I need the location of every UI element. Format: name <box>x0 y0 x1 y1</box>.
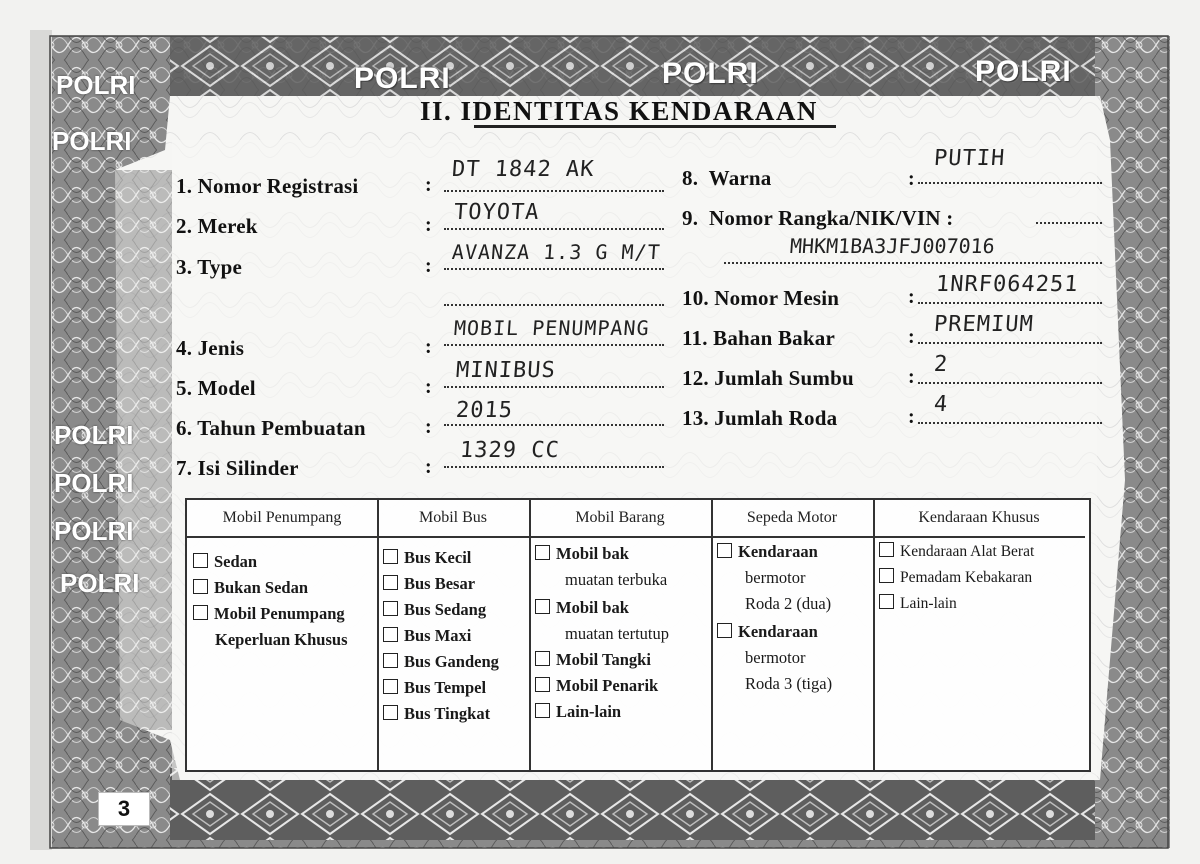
checkbox-icon[interactable] <box>383 679 398 694</box>
colon: : <box>908 168 915 190</box>
dotted-line <box>444 190 664 192</box>
option-checkbox[interactable]: Mobil Tangki <box>535 650 651 670</box>
option-continuation: muatan tertutup <box>565 624 670 643</box>
option-continuation: Roda 3 (tiga) <box>745 674 833 693</box>
label-nomor-registrasi: 1. Nomor Registrasi <box>176 174 359 198</box>
dotted-line <box>918 182 1102 184</box>
watermark-top-3: POLRI <box>975 55 1072 88</box>
label-nomor-rangka: 9. Nomor Rangka/NIK/VIN : <box>682 206 954 230</box>
watermark-side-3: POLRI <box>54 420 134 450</box>
option-checkbox[interactable]: Pemadam Kebakaran <box>879 568 1032 587</box>
value-nomor-mesin: 1NRF064251 <box>935 272 1080 297</box>
checkbox-icon[interactable] <box>193 579 208 594</box>
option-checkbox[interactable]: Bus Kecil <box>383 548 471 568</box>
checkbox-icon[interactable] <box>193 605 208 620</box>
category-column-mobil-barang <box>529 500 713 770</box>
checkbox-icon[interactable] <box>383 627 398 642</box>
checkbox-icon[interactable] <box>383 705 398 720</box>
option-continuation: Roda 2 (dua) <box>745 594 832 613</box>
category-header: Sepeda Motor <box>711 500 873 538</box>
colon: : <box>425 416 432 438</box>
option-checkbox[interactable]: Mobil bak <box>535 544 629 564</box>
category-header: Kendaraan Khusus <box>873 500 1085 538</box>
value-nomor-registrasi: DT 1842 AK <box>451 157 596 182</box>
checkbox-icon[interactable] <box>879 568 894 583</box>
value-warna: PUTIH <box>933 146 1007 171</box>
colon: : <box>425 174 432 196</box>
option-checkbox[interactable]: Bus Besar <box>383 574 475 594</box>
value-bahan-bakar: PREMIUM <box>933 312 1035 337</box>
colon: : <box>425 336 432 358</box>
checkbox-icon[interactable] <box>879 594 894 609</box>
colon: : <box>425 255 432 277</box>
checkbox-icon[interactable] <box>535 651 550 666</box>
label-merek: 2. Merek <box>176 214 258 238</box>
checkbox-icon[interactable] <box>383 575 398 590</box>
colon: : <box>908 406 915 428</box>
watermark-side-6: POLRI <box>60 568 140 598</box>
label-bahan-bakar: 11. Bahan Bakar <box>682 326 835 350</box>
label-isi-silinder: 7. Isi Silinder <box>176 456 299 480</box>
vehicle-category-table <box>185 498 1091 772</box>
option-continuation: bermotor <box>745 568 806 587</box>
checkbox-icon[interactable] <box>535 599 550 614</box>
option-checkbox[interactable]: Bukan Sedan <box>193 578 308 598</box>
option-checkbox[interactable]: Bus Sedang <box>383 600 486 620</box>
colon: : <box>425 376 432 398</box>
dotted-line <box>444 466 664 468</box>
checkbox-icon[interactable] <box>879 542 894 557</box>
checkbox-icon[interactable] <box>383 601 398 616</box>
label-nomor-mesin: 10. Nomor Mesin <box>682 286 840 310</box>
label-jenis: 4. Jenis <box>176 336 245 360</box>
value-model: MINIBUS <box>455 358 557 383</box>
dotted-line <box>918 302 1102 304</box>
option-checkbox[interactable]: Bus Tingkat <box>383 704 490 724</box>
category-column-mobil-penumpang <box>187 500 379 770</box>
label-tahun-pembuatan: 6. Tahun Pembuatan <box>176 416 366 440</box>
checkbox-icon[interactable] <box>383 549 398 564</box>
label-jumlah-roda: 13. Jumlah Roda <box>682 406 838 430</box>
checkbox-icon[interactable] <box>535 545 550 560</box>
dotted-line <box>444 304 664 306</box>
label-model: 5. Model <box>176 376 256 400</box>
category-column-kendaraan-khusus <box>873 500 1085 770</box>
value-merek: TOYOTA <box>453 200 541 225</box>
dotted-line <box>444 344 664 346</box>
checkbox-icon[interactable] <box>383 653 398 668</box>
dotted-line <box>918 422 1102 424</box>
section-title: II. IDENTITAS KENDARAAN <box>420 96 818 126</box>
dotted-line <box>724 262 1102 264</box>
checkbox-icon[interactable] <box>535 703 550 718</box>
option-checkbox[interactable]: Bus Maxi <box>383 626 471 646</box>
checkbox-icon[interactable] <box>535 677 550 692</box>
colon: : <box>908 326 915 348</box>
option-checkbox[interactable]: Mobil Penarik <box>535 676 658 696</box>
colon: : <box>425 456 432 478</box>
label-warna: 8. Warna <box>682 166 772 190</box>
value-nomor-rangka: MHKM1BA3JFJ007016 <box>789 234 996 258</box>
option-checkbox[interactable]: Sedan <box>193 552 257 572</box>
value-jenis: MOBIL PENUMPANG <box>453 316 651 340</box>
option-checkbox[interactable]: Lain-lain <box>535 702 621 722</box>
colon: : <box>908 366 915 388</box>
category-header: Mobil Barang <box>529 500 711 538</box>
value-jumlah-roda: 4 <box>933 392 950 417</box>
value-jumlah-sumbu: 2 <box>933 352 950 377</box>
category-column-mobil-bus <box>377 500 531 770</box>
dotted-line <box>444 386 664 388</box>
label-jumlah-sumbu: 12. Jumlah Sumbu <box>682 366 854 390</box>
option-checkbox[interactable]: Mobil bak <box>535 598 629 618</box>
dotted-line <box>918 382 1102 384</box>
title-underline <box>474 125 836 128</box>
page-number: 3 <box>98 792 150 826</box>
option-checkbox[interactable]: Kendaraan <box>717 622 818 642</box>
option-continuation: Keperluan Khusus <box>215 630 348 649</box>
checkbox-icon[interactable] <box>717 543 732 558</box>
option-checkbox[interactable]: Mobil Penumpang <box>193 604 345 624</box>
dotted-line <box>444 228 664 230</box>
dotted-line <box>444 268 664 270</box>
watermark-side-5: POLRI <box>54 516 134 546</box>
dotted-line <box>1036 222 1102 224</box>
watermark-top-2: POLRI <box>662 57 759 90</box>
option-checkbox[interactable]: Lain-lain <box>879 594 957 613</box>
option-checkbox[interactable]: Bus Gandeng <box>383 652 499 672</box>
watermark-side-1: POLRI <box>56 70 136 100</box>
option-continuation: bermotor <box>745 648 806 667</box>
option-checkbox[interactable]: Bus Tempel <box>383 678 486 698</box>
watermark-top-1: POLRI <box>354 62 451 95</box>
option-checkbox[interactable]: Kendaraan Alat Berat <box>879 542 1034 561</box>
watermark-side-4: POLRI <box>54 468 134 498</box>
value-isi-silinder: 1329 CC <box>459 438 561 463</box>
label-type: 3. Type <box>176 255 242 279</box>
category-column-sepeda-motor <box>711 500 875 770</box>
watermark-side-2: POLRI <box>52 126 132 156</box>
dotted-line <box>918 342 1102 344</box>
colon: : <box>908 286 915 308</box>
value-type: AVANZA 1.3 G M/T <box>451 240 662 264</box>
category-header: Mobil Penumpang <box>187 500 377 538</box>
checkbox-icon[interactable] <box>717 623 732 638</box>
category-header: Mobil Bus <box>377 500 529 538</box>
option-checkbox[interactable]: Kendaraan <box>717 542 818 562</box>
value-tahun-pembuatan: 2015 <box>455 398 514 423</box>
checkbox-icon[interactable] <box>193 553 208 568</box>
option-continuation: muatan terbuka <box>565 570 668 589</box>
colon: : <box>425 214 432 236</box>
dotted-line <box>444 424 664 426</box>
